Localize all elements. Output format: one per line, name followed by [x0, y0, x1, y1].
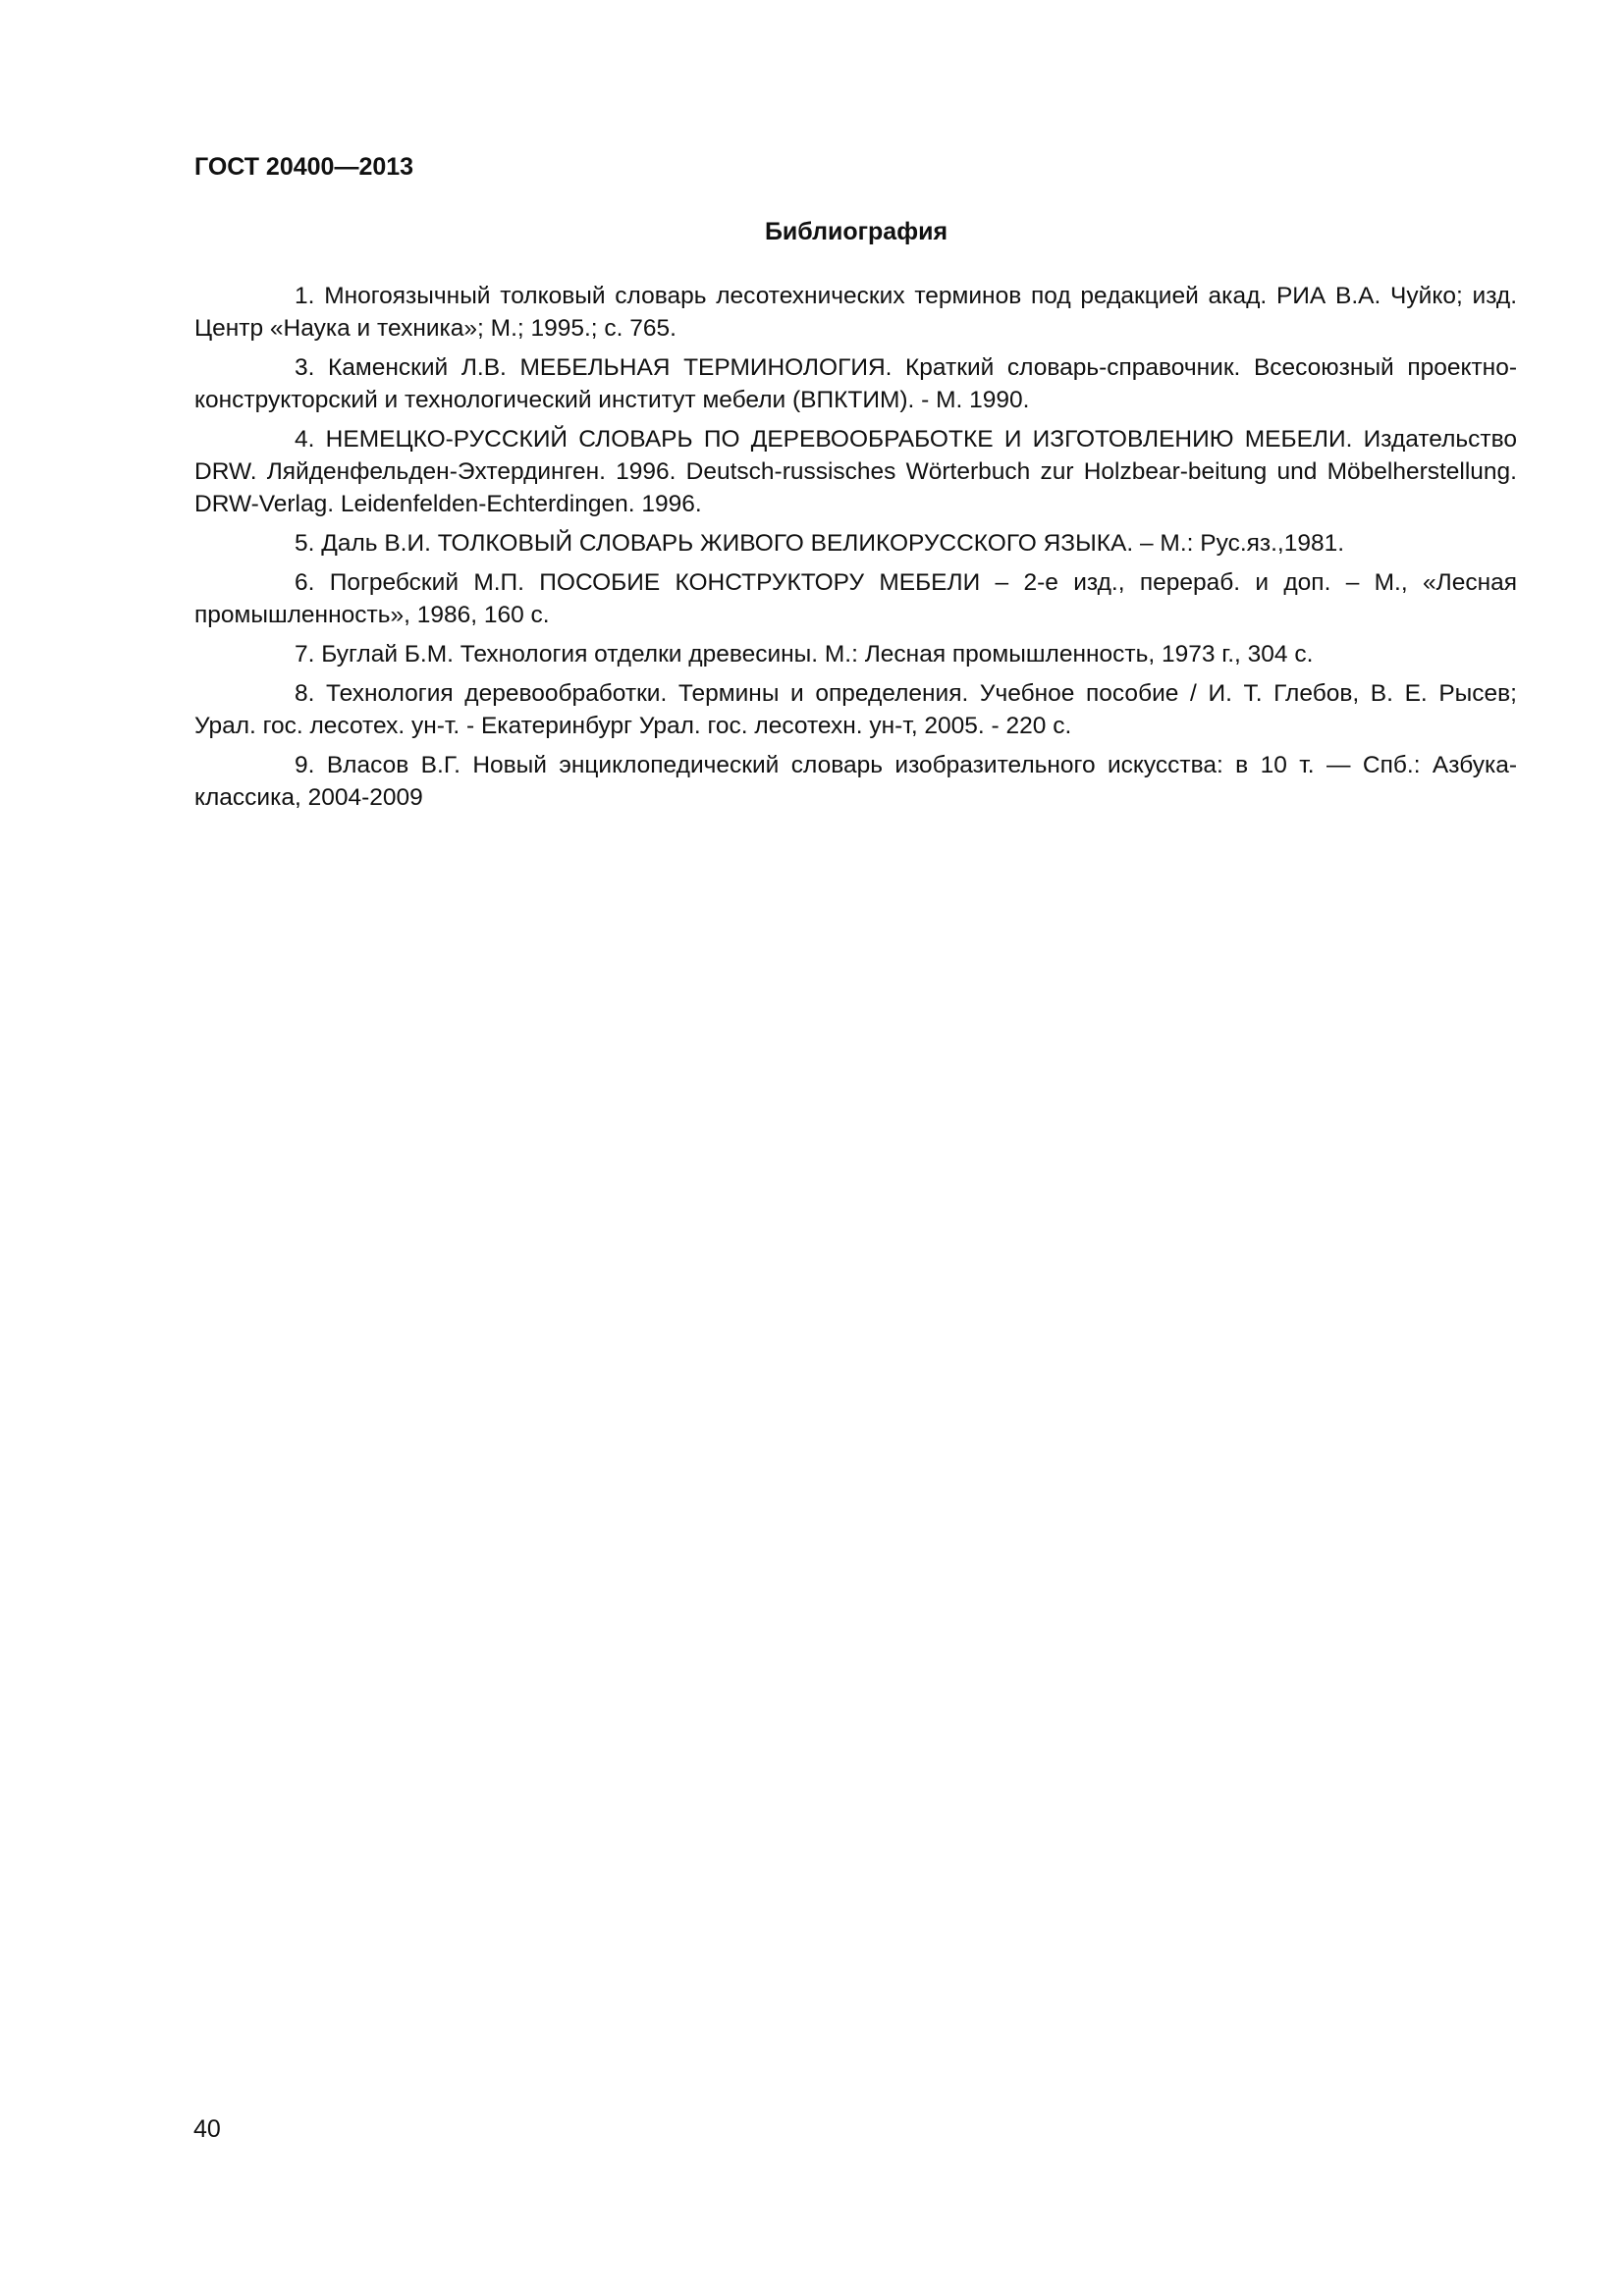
bibliography-entry: 6. Погребский М.П. ПОСОБИЕ КОНСТРУКТОРУ МЕБЕЛИ – 2-е изд., перераб. и доп. – М., «Лесная промышленность», 1986, 160 с.: [194, 569, 1517, 628]
page-number: 40: [193, 2115, 221, 2143]
bibliography-entry: 7. Буглай Б.М. Технология отделки древесины. М.: Лесная промышленность, 1973 г., 304 с.: [295, 641, 1314, 667]
bibliography-list: [194, 280, 1517, 821]
bibliography-entry: 8. Технология деревообработки. Термины и определения. Учебное пособие / И. Т. Глебов, В. Е. Рысев; Урал. гос. лесотех. ун-т. - Екатеринбург Урал. гос. лесотехн. ун-т, 2005. - 220 с.: [194, 680, 1517, 739]
bibliography-entry: 3. Каменский Л.В. МЕБЕЛЬНАЯ ТЕРМИНОЛОГИЯ. Краткий словарь-справочник. Всесоюзный проектно-конструкторский и технологический институт мебели (ВПКТИМ). - М. 1990.: [194, 354, 1517, 413]
bibliography-entry: 4. НЕМЕЦКО-РУССКИЙ СЛОВАРЬ ПО ДЕРЕВООБРАБОТКЕ И ИЗГОТОВЛЕНИЮ МЕБЕЛИ. Издательство DRW. Ляйденфельден-Эхтердинген. 1996. Deutsch-russisches Wörterbuch zur Holzbear-beitung und Möbelherstellung. DRW-Verlag. Leidenfelden-Echterdingen. 1996.: [194, 426, 1517, 517]
section-title: Библиография: [764, 218, 948, 245]
document-header: ГОСТ 20400—2013: [194, 153, 414, 181]
bibliography-entry: 5. Даль В.И. ТОЛКОВЫЙ СЛОВАРЬ ЖИВОГО ВЕЛИКОРУССКОГО ЯЗЫКА. – М.: Рус.яз.,1981.: [295, 530, 1345, 557]
bibliography-entry: 9. Власов В.Г. Новый энциклопедический словарь изобразительного искусства: в 10 т. — Спб.: Азбука-классика, 2004-2009: [194, 752, 1517, 811]
bibliography-entry: 1. Многоязычный толковый словарь лесотехнических терминов под редакцией акад. РИА В.А. Чуйко; изд. Центр «Наука и техника»; М.; 1995.; с. 765.: [194, 283, 1517, 342]
